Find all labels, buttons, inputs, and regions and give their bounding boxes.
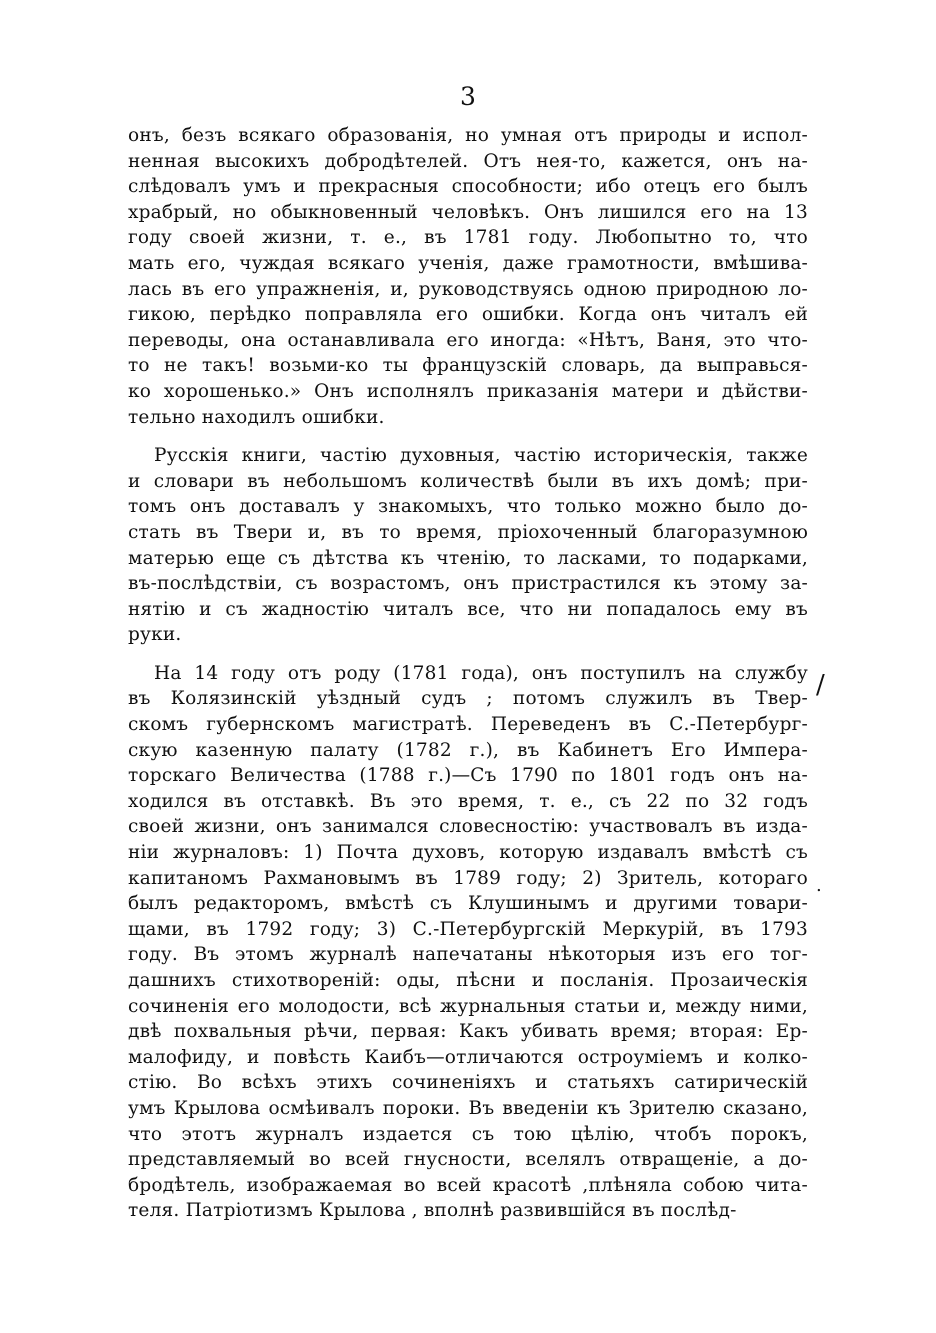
text-line: тельно находилъ ошибки. [128, 406, 385, 428]
text-line: томъ онъ доставалъ у знакомыхъ, что только можно было до- [128, 496, 808, 518]
text-line: скую казенную палату (1782 г.), въ Кабинетъ Его Импера- [128, 739, 808, 761]
text-line: своей жизни, онъ занимался словесностію: участвовалъ въ изда- [128, 816, 808, 838]
text-line: переводы, она останавливала его иногда: «Нѣтъ, Ваня, это что- [128, 329, 808, 351]
text-line: Русскія книги, частію духовныя, частію историческія, также [154, 445, 808, 467]
paragraph [128, 443, 808, 648]
text-line: ненная высокихъ добродѣтелей. Отъ нея-то, кажется, онъ на- [128, 150, 808, 172]
text-line: мать его, чуждая всякаго ученія, даже грамотности, вмѣшива- [128, 252, 808, 274]
text-line: году своей жизни, т. е., въ 1781 году. Любопытно то, что [128, 227, 808, 249]
text-line: ко хорошенько.» Онъ исполнялъ приказанія матери и дѣйстви- [128, 380, 808, 402]
text-line: бродѣтель, изображаемая во всей красотѣ ,плѣняла собою чита- [128, 1174, 808, 1196]
text-line: стію. Во всѣхъ этихъ сочиненіяхъ и статьяхъ сатирическій [128, 1072, 808, 1094]
text-line: На 14 году отъ роду (1781 года), онъ поступилъ на службу [154, 662, 808, 684]
text-line: малофиду, и повѣсть Каибъ—отличаются остроуміемъ и колко- [128, 1046, 808, 1068]
text-line: то не такъ! возьми-ко ты французскій словарь, да выправься- [128, 355, 808, 377]
text-line: представляемый во всей гнусности, вселялъ отвращеніе, а до- [128, 1149, 808, 1171]
text-line: что этотъ журналъ издается съ тою цѣлію, чтобъ порокъ, [128, 1123, 808, 1145]
text-line: матерью еще съ дѣтства къ чтенію, то ласками, то подарками, [128, 547, 808, 569]
text-line: умъ Крылова осмѣивалъ пороки. Въ введеніи къ Зрителю сказано, [128, 1097, 808, 1119]
text-line: гикою, перѣдко поправляла его ошибки. Когда онъ читалъ ей [128, 304, 808, 326]
text-line: онъ, безъ всякаго образованія, но умная отъ природы и испол- [128, 125, 808, 146]
paragraph-gap [128, 648, 808, 661]
paragraph-gap [128, 430, 808, 443]
text-line: двѣ похвальныя рѣчи, первая: Какъ убивать время; вторая: Ер- [128, 1021, 808, 1043]
text-line: торскаго Величества (1788 г.)—Съ 1790 по 1801 годъ онъ на- [128, 765, 808, 787]
text-line: лась въ его упражненія, и, руководствуясь одною природною ло- [128, 278, 808, 300]
paragraph [128, 123, 808, 430]
margin-dot-mark: . [816, 875, 822, 896]
text-line: храбрый, но обыкновенный человѣкъ. Онъ лишился его на 13 [128, 201, 808, 223]
text-line: въ-послѣдствіи, съ возрастомъ, онъ пристрастился къ этому за- [128, 573, 808, 595]
text-line: дашнихъ стихотвореній: оды, пѣсни и посланія. Прозаическія [128, 970, 808, 991]
text-line: былъ редакторомъ, вмѣстѣ съ Клушинымъ и другими товари- [128, 893, 808, 915]
text-line: нятію и съ жадностію читалъ все, что ни попадалось ему въ [128, 598, 808, 620]
page-number: 3 [460, 82, 476, 111]
text-line: стать въ Твери и, въ то время, пріохоченный благоразумною [128, 521, 808, 543]
text-line: ніи журналовъ: 1) Почта духовъ, которую издавалъ вмѣстѣ съ [128, 842, 808, 864]
text-line: сочиненія его молодости, всѣ журнальныя статьи и, между ними, [128, 995, 808, 1017]
margin-handwritten-mark: / [816, 670, 825, 700]
body-text [128, 123, 808, 1224]
text-line: году. Въ этомъ журналѣ напечатаны нѣкоторыя изъ его тог- [128, 944, 808, 966]
text-line: слѣдовалъ умъ и прекрасныя способности; ибо отецъ его былъ [128, 176, 808, 198]
text-line: теля. Патріотизмъ Крылова , вполнѣ развившійся въ послѣд- [128, 1200, 737, 1222]
text-line: капитаномъ Рахмановымъ въ 1789 году; 2) Зритель, котораго [128, 867, 808, 889]
text-line: въ Колязинскій уѣздный судъ ; потомъ служилъ въ Твер- [128, 688, 808, 710]
text-line: и словари въ небольшомъ количествѣ были въ ихъ домѣ; при- [128, 470, 808, 492]
text-line: скомъ губернскомъ магистратѣ. Переведенъ въ С.-Петербург- [128, 714, 808, 736]
paragraph [128, 661, 808, 1224]
text-line: щами, въ 1792 году; 3) С.-Петербургскій Меркурій, въ 1793 [128, 918, 808, 940]
text-line: руки. [128, 624, 182, 646]
text-line: ходился въ отставкѣ. Въ это время, т. е., съ 22 по 32 годъ [128, 790, 808, 812]
